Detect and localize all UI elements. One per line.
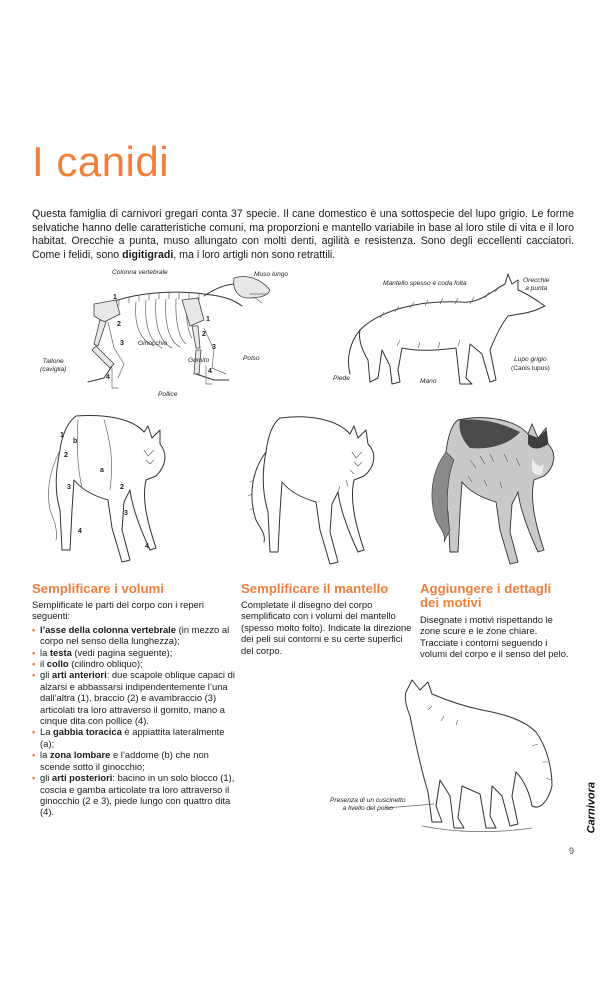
skeleton-num: 2 — [117, 321, 121, 328]
list-item-prefix: gli — [40, 669, 52, 681]
heading-volumes: Semplificare i volumi — [32, 581, 164, 596]
list-item — [32, 749, 235, 772]
skeleton-num: 1 — [206, 316, 210, 323]
volume-num: 3 — [67, 484, 71, 491]
list-item-prefix: la — [40, 749, 50, 761]
intro-text-1: Questa famiglia di carnivori gregari conta 37 specie. Il cane domestico è una sottospecie del lupo grigio. Le forme selvatiche hanno delle caratteristiche comuni, ma proporzioni e mantello variabile in base al loro stile di vita e il loro habitat. Orecchie a punta, muso allungato con molti denti, agilità e resistenza. Sono degli eccellenti cacciatori. Come i felidi, sono — [32, 208, 574, 261]
intro-paragraph — [32, 208, 574, 262]
wolf-patterns-illustration — [420, 410, 570, 570]
skeleton-num: 1 — [113, 294, 117, 301]
skeleton-illustration — [64, 270, 274, 400]
label-thumb: Pollice — [158, 391, 178, 398]
page-title: I canidi — [32, 138, 170, 185]
wolf-volumes-illustration — [34, 410, 189, 570]
pad-note: Presenza di un cuscinetto a livello del polso — [330, 797, 406, 812]
skeleton-num: 2 — [202, 331, 206, 338]
intro-bold-term: digitigradi — [122, 248, 174, 261]
volume-num: 4 — [78, 528, 82, 535]
list-item-prefix: il — [40, 658, 47, 670]
label-elbow: Gomito — [188, 357, 210, 364]
list-item-text: (vedi pagina seguente); — [71, 646, 173, 658]
skeleton-num: 3 — [120, 340, 124, 347]
skeleton-num: 3 — [212, 344, 216, 351]
list-item-text: : due scapole oblique capaci di alzarsi e abbassarsi indipendentemente l’una dall’altra (1), braccio (2) e avambraccio (3) articolati tra loro attraverso il gomito, mano a cinque dita con pollice (4). — [40, 669, 235, 727]
intro-text-2: , ma i loro artigli non sono retrattili. — [173, 248, 336, 261]
volume-num: 4 — [145, 543, 149, 550]
volume-num: 1 — [60, 432, 64, 439]
patterns-text: Disegnate i motivi rispettando le zone scure e le zone chiare. Tracciate i contorni seguendo i volumi del corpo e il senso del pelo. — [420, 614, 569, 660]
list-item-prefix: gli — [40, 772, 52, 784]
label-wrist: Polso — [243, 355, 260, 362]
list-item — [32, 772, 235, 818]
list-item — [32, 669, 235, 726]
volume-num: a — [100, 467, 104, 474]
volume-num: 3 — [124, 510, 128, 517]
volume-num: 2 — [64, 452, 68, 459]
skeleton-num: 4 — [208, 368, 212, 375]
skeleton-num: 4 — [106, 374, 110, 381]
list-item — [32, 624, 235, 647]
list-item-bold: arti anteriori — [51, 669, 107, 681]
label-muzzle: Muso lungo — [254, 271, 289, 278]
list-item-bold: zona lombare — [49, 749, 111, 761]
volumes-list — [32, 624, 235, 818]
volume-num: b — [73, 438, 78, 445]
label-foot: Piede — [333, 375, 350, 382]
label-heel: Tallone (caviglia) — [40, 358, 67, 373]
heading-coat: Semplificare il mantello — [241, 581, 389, 596]
page-number: 9 — [569, 846, 575, 856]
list-item — [32, 647, 235, 658]
list-item-text: : bacino in un solo blocco (1), coscia e gamba articolate tra loro attraverso il ginocchio (2 e 3), piede lungo con quattro dita (4). — [40, 772, 235, 818]
list-item — [32, 658, 235, 669]
label-knee: Ginocchio — [138, 340, 168, 347]
list-item-prefix: la — [40, 646, 50, 658]
label-species: Lupo grigio — [514, 356, 547, 363]
label-ears: Orecchie a punta — [523, 277, 550, 292]
coat-text: Completate il disegno del corpo semplificato con i volumi del mantello (spesso molto folto). Indicate la direzione dei peli sui contorni e su certe superfici del corpo. — [241, 599, 412, 656]
heading-patterns: Aggiungere i dettagli dei motivi — [420, 581, 552, 610]
list-item-text: (cilindro obliquo); — [68, 658, 143, 670]
label-spine: Colonna vertebrale — [112, 269, 168, 276]
list-item-bold: gabbia toracica — [53, 726, 122, 738]
list-item-text: è appiattita lateralmente (a); — [40, 726, 225, 749]
label-coat: Mantello spesso e coda folta — [383, 280, 467, 287]
list-item-bold: collo — [46, 658, 69, 670]
volumes-lead: Semplificate le parti del corpo con i reperi seguenti: — [32, 599, 204, 622]
list-item — [32, 726, 235, 749]
list-item-text: e l’addome (b) che non scende sotto il ginocchio; — [40, 749, 209, 772]
list-item-bold: arti posteriori — [51, 772, 113, 784]
label-latin: (Canis lupus) — [511, 365, 550, 372]
list-item-bold: l’asse della colonna vertebrale — [40, 623, 177, 635]
list-item-text: (in mezzo al corpo nel senso della lunghezza); — [40, 623, 230, 647]
list-item-prefix: La — [40, 726, 54, 738]
wolf-rear-view-illustration — [392, 676, 562, 846]
label-hand: Mano — [420, 378, 437, 385]
volumes-text — [32, 599, 235, 818]
list-item-bold: testa — [49, 646, 72, 658]
volume-num: 2 — [120, 484, 124, 491]
running-header: Carnivora — [585, 782, 597, 834]
wolf-coat-illustration — [240, 410, 400, 570]
